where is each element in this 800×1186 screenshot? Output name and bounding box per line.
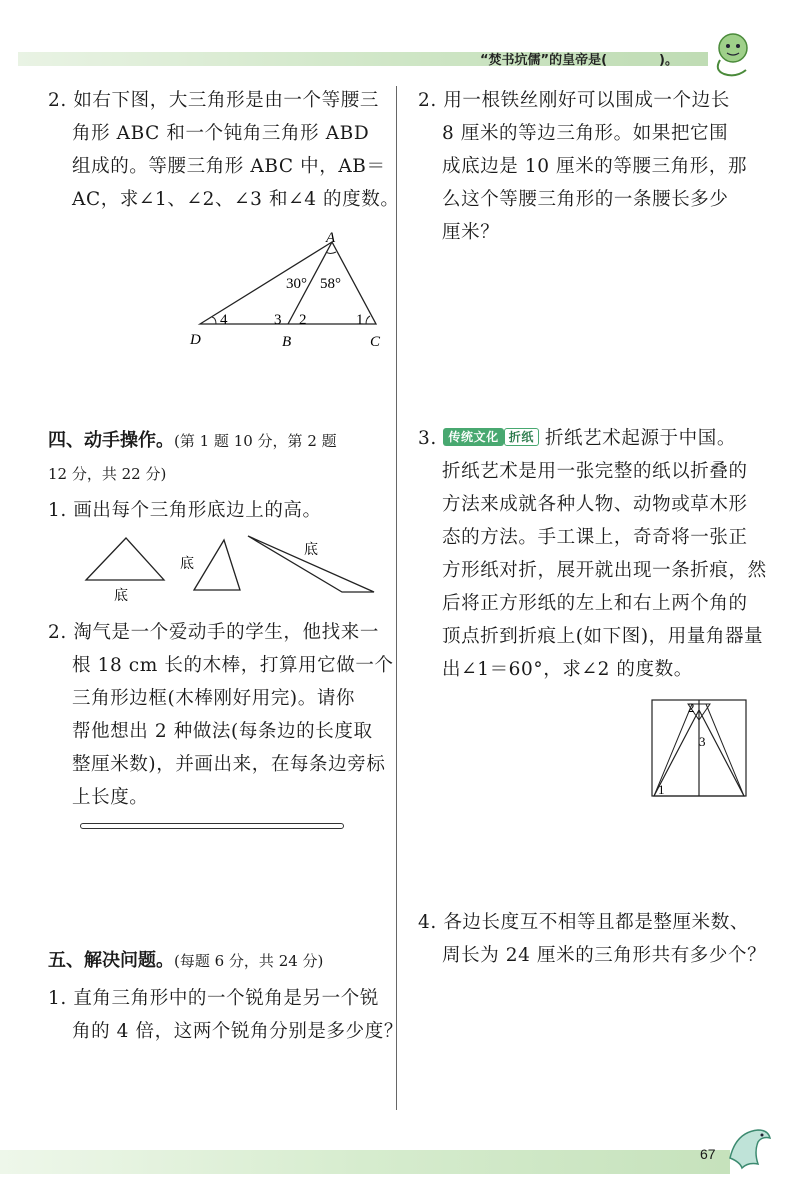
folded-paper-figure xyxy=(650,698,750,800)
badge-traditional-culture: 传统文化 xyxy=(443,428,503,446)
s4q2-line-3: 三角形边框(木棒刚好用完)。请你 xyxy=(72,688,356,709)
section-5-heading xyxy=(48,944,323,978)
right-q2-line-5: 厘米？ xyxy=(442,222,500,243)
monkey-mascot-icon xyxy=(706,26,760,80)
footer-band xyxy=(0,1150,730,1174)
angle-4-label: 4 xyxy=(220,312,228,328)
right-q2-line-1: 2. 用一根铁丝刚好可以围成一个边长 xyxy=(418,90,730,111)
page-number: 67 xyxy=(700,1146,716,1162)
s4q2-line-4: 帮他想出 2 种做法(每条边的长度取 xyxy=(72,721,373,742)
dolphin-mascot-icon xyxy=(718,1118,778,1178)
label-B: B xyxy=(282,334,292,350)
right-q3-line-3: 方法来成就各种人物、动物或草木形 xyxy=(442,494,748,515)
s4q2-line-2: 根 18 cm 长的木棒，打算用它做一个 xyxy=(72,655,394,676)
right-q3-number: 3. xyxy=(418,428,437,449)
fold-angle-1: 1 xyxy=(658,782,665,797)
left-q2-line-1: 2. 如右下图，大三角形是由一个等腰三 xyxy=(48,90,379,111)
right-q3-line-1 xyxy=(418,422,736,455)
base-label-1: 底 xyxy=(114,589,128,604)
angle-3-label: 3 xyxy=(274,312,282,328)
right-q3-line-6: 后将正方形纸的左上和右上两个角的 xyxy=(442,593,748,614)
s4q2-line-6: 上长度。 xyxy=(72,787,149,808)
label-C: C xyxy=(370,334,381,350)
triangle-abd-figure xyxy=(180,222,390,352)
label-A: A xyxy=(326,230,336,246)
right-q3-line-7: 顶点折到折痕上(如下图)，用量角器量 xyxy=(442,626,764,647)
s4q2-line-5: 整厘米数)，并画出来，在每条边旁标 xyxy=(72,754,386,775)
fold-angle-3: 3 xyxy=(699,734,706,749)
section-4-heading xyxy=(48,424,337,458)
angle-58-label: 58° xyxy=(320,276,341,292)
angle-1-label: 1 xyxy=(356,312,364,328)
s5q1-line-1: 1. 直角三角形中的一个锐角是另一个锐 xyxy=(48,988,379,1009)
section-4-title: 四、动手操作。 xyxy=(48,430,174,451)
section-4-note: (第 1 题 10 分，第 2 题 xyxy=(174,432,337,450)
badge-paper-folding: 折纸 xyxy=(504,428,539,446)
column-divider xyxy=(396,86,397,1110)
left-q2-line-4: AC，求∠1、∠2、∠3 和∠4 的度数。 xyxy=(72,189,400,210)
s4q2-line-1: 2. 淘气是一个爱动手的学生，他找来一 xyxy=(48,622,379,643)
right-q3-line-2: 折纸艺术是用一张完整的纸以折叠的 xyxy=(442,461,748,482)
right-q2-line-3: 成底边是 10 厘米的等腰三角形，那 xyxy=(442,156,748,177)
right-q4-line-2: 周长为 24 厘米的三角形共有多少个？ xyxy=(442,945,767,966)
header-quiz: “焚书坑儒”的皇帝是( )。 xyxy=(480,53,678,68)
right-q3-line-4: 态的方法。手工课上，奇奇将一张正 xyxy=(442,527,748,548)
s5q1-line-2: 角的 4 倍，这两个锐角分别是多少度？ xyxy=(72,1021,403,1042)
section-4-note-2: 12 分，共 22 分) xyxy=(48,465,167,483)
right-q4-line-1: 4. 各边长度互不相等且都是整厘米数、 xyxy=(418,912,749,933)
fold-angle-2: 2 xyxy=(688,700,695,715)
right-q3-line-8: 出∠1＝60°，求∠2 的度数。 xyxy=(442,659,693,680)
left-q2-line-3: 组成的。等腰三角形 ABC 中，AB＝ xyxy=(72,156,386,177)
right-q3-line-5: 方形纸对折，展开就出现一条折痕，然 xyxy=(442,560,767,581)
angle-30-label: 30° xyxy=(286,276,307,292)
right-q2-line-4: 么这个等腰三角形的一条腰长多少 xyxy=(442,189,729,210)
right-q2-line-2: 8 厘米的等边三角形。如果把它围 xyxy=(442,123,729,144)
stick-bar xyxy=(80,823,344,829)
angle-2-label: 2 xyxy=(299,312,307,328)
s4q1-text: 1. 画出每个三角形底边上的高。 xyxy=(48,500,322,521)
three-triangles-figure xyxy=(80,532,380,608)
base-label-3: 底 xyxy=(304,543,318,558)
section-5-note: (每题 6 分，共 24 分) xyxy=(174,952,324,970)
right-q3-first-line: 折纸艺术起源于中国。 xyxy=(544,428,736,449)
base-label-2: 底 xyxy=(180,557,194,572)
label-D: D xyxy=(190,332,201,348)
section-5-title: 五、解决问题。 xyxy=(48,950,174,971)
left-q2-line-2: 角形 ABC 和一个钝角三角形 ABD xyxy=(72,123,370,144)
